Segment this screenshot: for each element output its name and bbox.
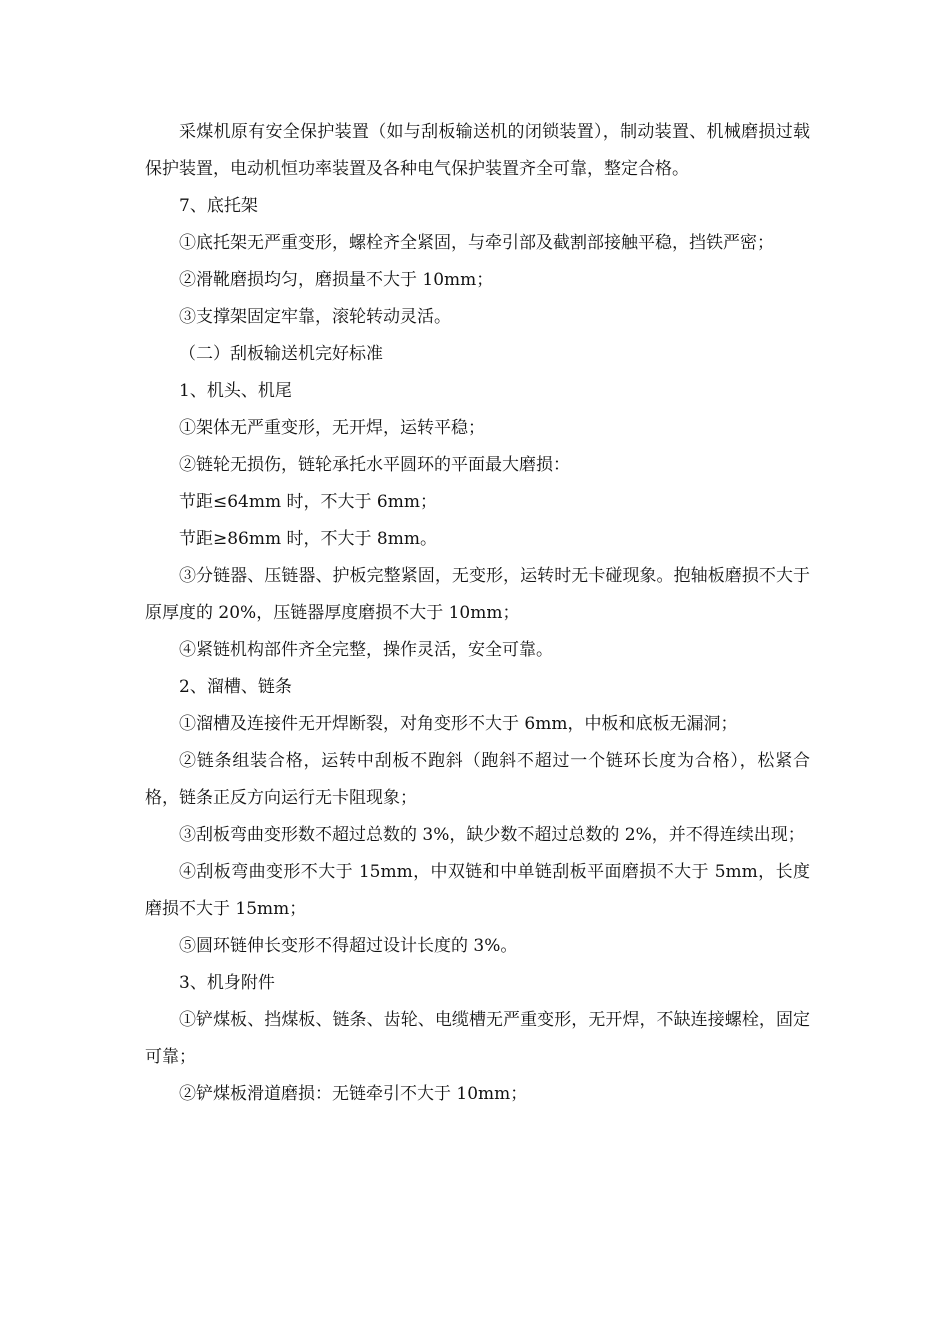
heading-head-tail: 1、机头、机尾	[179, 381, 292, 401]
list-item: 节距≤64mm 时，不大于 6mm；	[179, 492, 437, 512]
list-item: ①溜槽及连接件无开焊断裂，对角变形不大于 6mm，中板和底板无漏洞；	[179, 714, 738, 734]
list-item: ⑤圆环链伸长变形不得超过设计长度的 3%。	[179, 936, 518, 956]
list-item: ①底托架无严重变形，螺栓齐全紧固，与牵引部及截割部接触平稳，挡铁严密；	[179, 233, 774, 253]
list-item: ③刮板弯曲变形数不超过总数的 3%，缺少数不超过总数的 2%，并不得连续出现；	[179, 825, 805, 845]
heading-base-frame: 7、底托架	[179, 196, 258, 216]
list-item: ③支撑架固定牢靠，滚轮转动灵活。	[179, 307, 451, 327]
heading-trough-chain: 2、溜槽、链条	[179, 677, 292, 697]
paragraph-shearer-protection: 采煤机原有安全保护装置（如与刮板输送机的闭锁装置），制动装置、机械磨损过载保护装置，电动机恒功率装置及各种电气保护装置齐全可靠，整定合格。	[145, 122, 810, 179]
list-item: ②链条组装合格，运转中刮板不跑斜（跑斜不超过一个链环长度为合格），松紧合格，链条正反方向运行无卡阻现象；	[145, 751, 810, 808]
list-item: ①架体无严重变形，无开焊，运转平稳；	[179, 418, 485, 438]
list-item: ②链轮无损伤，链轮承托水平圆环的平面最大磨损：	[179, 455, 570, 475]
list-item: ①铲煤板、挡煤板、链条、齿轮、电缆槽无严重变形，无开焊，不缺连接螺栓，固定可靠；	[145, 1010, 810, 1067]
list-item: 节距≥86mm 时，不大于 8mm。	[179, 529, 437, 549]
section-heading-conveyor: （二）刮板输送机完好标准	[179, 344, 383, 364]
list-item: ③分链器、压链器、护板完整紧固，无变形，运转时无卡碰现象。抱轴板磨损不大于原厚度的 20%，压链器厚度磨损不大于 10mm；	[145, 566, 810, 623]
list-item: ②铲煤板滑道磨损：无链牵引不大于 10mm；	[179, 1084, 528, 1104]
list-item: ②滑靴磨损均匀，磨损量不大于 10mm；	[179, 270, 494, 290]
list-item: ④紧链机构部件齐全完整，操作灵活，安全可靠。	[179, 640, 553, 660]
list-item: ④刮板弯曲变形不大于 15mm，中双链和中单链刮板平面磨损不大于 5mm，长度磨损不大于 15mm；	[145, 862, 810, 919]
heading-body-accessories: 3、机身附件	[179, 973, 275, 993]
document-body	[145, 114, 810, 1113]
